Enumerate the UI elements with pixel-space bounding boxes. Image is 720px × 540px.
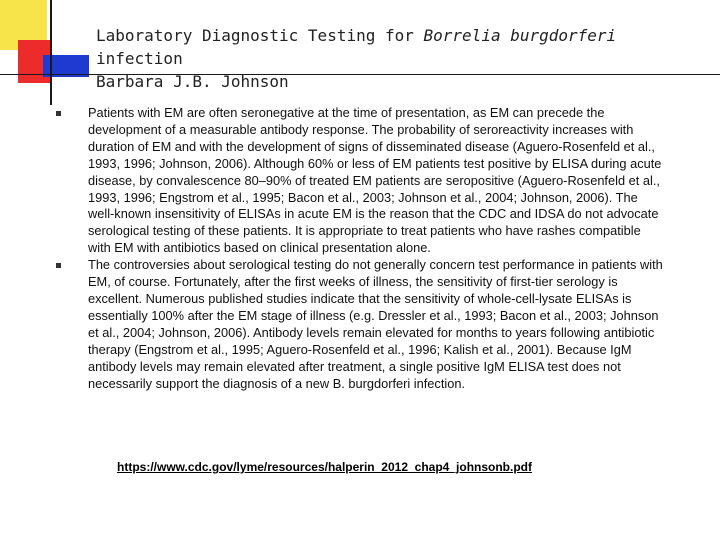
bullet-text: Patients with EM are often seronegative at the time of presentation, as EM can precede the development of a measurable antibody response. The probability of seroreactivity increases with duration of EM and with the development of signs of disseminated disease (Aguero-Rosenfeld et al., 1993, 1996; Johnson, 2006). Although 60% or less of EM patients test positive by ELISA during acute disease, by convalescence 80–90% of treated EM patients are seropositive (Aguero-Rosenfeld et al., 1993, 1996; Engstrom et al., 1995; Bacon et al., 2003; Johnson et al., 2004; Johnson, 2006). The well-known insensitivity of ELISAs in acute EM is the reason that the CDC and IDSA do not advocate serological testing of these patients. It is appropriate to treat patients who have rashes compatible with EM with antibiotics based on clinical presentation alone. (88, 105, 662, 256)
title-line-1 (96, 24, 696, 70)
title-suffix: infection (96, 49, 183, 68)
slide-title (96, 24, 696, 93)
title-prefix: Laboratory Diagnostic Testing for (96, 26, 424, 45)
bullet-item (56, 257, 666, 392)
title-line-2-author: Barbara J.B. Johnson (96, 72, 289, 91)
bullet-square-icon (56, 263, 61, 268)
bullet-square-icon (56, 111, 61, 116)
title-italic-species: Borrelia burgdorferi (423, 26, 617, 45)
decorative-vertical-line (50, 0, 52, 105)
bullet-list (56, 105, 666, 392)
bullet-item (56, 105, 666, 257)
source-link[interactable]: https://www.cdc.gov/lyme/resources/halperin_2012_chap4_johnsonb.pdf (117, 460, 533, 474)
bullet-text: The controversies about serological testing do not generally concern test performance in patients with EM, of course. Fortunately, after the first weeks of illness, the sensitivity of first-tier serology is excellent. Numerous published studies indicate that the sensitivity of whole-cell-lysate ELISAs is essentially 100% after the EM stage of illness (e.g. Dressler et al., 1993; Bacon et al., 2003; Johnson et al., 2004; Johnson, 2006). Antibody levels remain elevated for months to years following antibiotic therapy (Engstrom et al., 1995; Aguero-Rosenfeld et al., 1996; Kalish et al., 2001). Because IgM antibody levels may remain elevated after treatment, a single positive IgM ELISA test does not necessarily support the diagnosis of a new B. burgdorferi infection. (88, 257, 663, 391)
